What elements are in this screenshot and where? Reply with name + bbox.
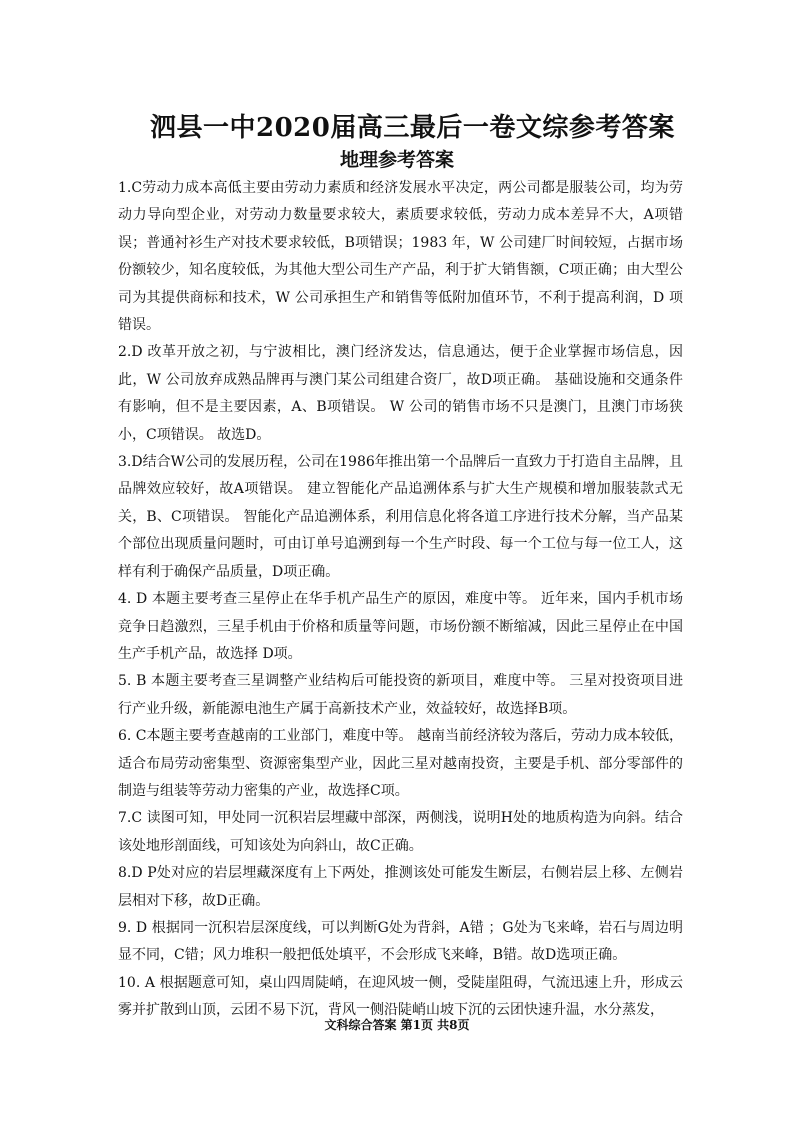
answer-item-1: 1.C劳动力成本高低主要由劳动力素质和经济发展水平决定，两公司都是服装公司，均为劳动力导向型企业，对劳动力数量要求较大，素质要求较低，劳动力成本差异不大，A项错误；普通衬衫生产对技术要求较低，B项错误；1983 年，W 公司建厂时间较短，占据市场份额较少，知名度较低，为其他大型公司生产产品，利于扩大销售额，C项正确；由大型公司为其提供商标和技术，W 公司承担生产和销售等低附加值环节，不利于提高利润，D 项错误。 xyxy=(118,180,683,334)
page-footer: 文科综合答案 第1页 共8页 xyxy=(324,1018,470,1032)
main-title: 泗县一中2020届高三最后一卷文综参考答案 xyxy=(150,113,675,143)
answer-item-5: 5. B 本题主要考查三星调整产业结构后可能投资的新项目，难度中等。 三星对投资项目进行产业升级，新能源电池生产属于高新技术产业，效益较好，故选择B项。 xyxy=(118,673,683,717)
answer-item-4: 4. D 本题主要考查三星停止在华手机产品生产的原因，难度中等。 近年来，国内手机市场竞争日趋激烈，三星手机由于价格和质量等问题，市场份额不断缩减，因此三星停止在中国生产手机产品，故选择 D项。 xyxy=(118,591,683,662)
answer-item-8: 8.D P处对应的岩层埋藏深度有上下两处，推测该处可能发生断层，右侧岩层上移、左侧岩层相对下移，故D正确。 xyxy=(118,865,683,909)
section-title: 地理参考答案 xyxy=(339,149,454,171)
answer-item-3: 3.D结合W公司的发展历程，公司在1986年推出第一个品牌后一直致力于打造自主品牌，且品牌效应较好，故A项错误。 建立智能化产品追溯体系与扩大生产规模和增加服装款式无关，B、C项错误。 智能化产品追溯体系，利用信息化将各道工序进行技术分解，当产品某个部位出现质量问题时，可由订单号追溯到每一个生产时段、每一个工位与每一位工人，这样有利于确保产品质量，D项正确。 xyxy=(118,454,683,580)
answer-item-7: 7.C 读图可知，甲处同一沉积岩层埋藏中部深，两侧浅，说明H处的地质构造为向斜。结合该处地形剖面线，可知该处为向斜山，故C正确。 xyxy=(118,810,683,854)
answer-item-2: 2.D 改革开放之初，与宁波相比，澳门经济发达，信息通达，便于企业掌握市场信息，因此，W 公司放弃成熟品牌再与澳门某公司组建合资厂，故D项正确。 基础设施和交通条件有影响，但不是主要因素，A、B项错误。 W 公司的销售市场不只是澳门，且澳门市场狭小，C项错误。 故选D。 xyxy=(118,344,683,443)
answer-item-9: 9. D 根据同一沉积岩层深度线，可以判断G处为背斜，A错 ；G处为飞来峰，岩石与周边明显不同，C错；风力堆积一般把低处填平，不会形成飞来峰，B错。故D选项正确。 xyxy=(118,919,683,964)
answer-item-6: 6. C本题主要考查越南的工业部门，难度中等。 越南当前经济较为落后，劳动力成本较低，适合布局劳动密集型、资源密集型产业，因此三星对越南投资，主要是手机、部分零部件的制造与组装等劳动力密集的产业，故选择C项。 xyxy=(118,728,683,799)
answer-item-10: 10. A 根据题意可知，桌山四周陡峭，在迎风坡一侧，受陡崖阻碍，气流迅速上升，形成云雾并扩散到山顶，云团不易下沉，背风一侧沿陡峭山坡下沉的云团快速升温，水分蒸发， xyxy=(118,974,683,1019)
answer-list xyxy=(118,175,683,1025)
